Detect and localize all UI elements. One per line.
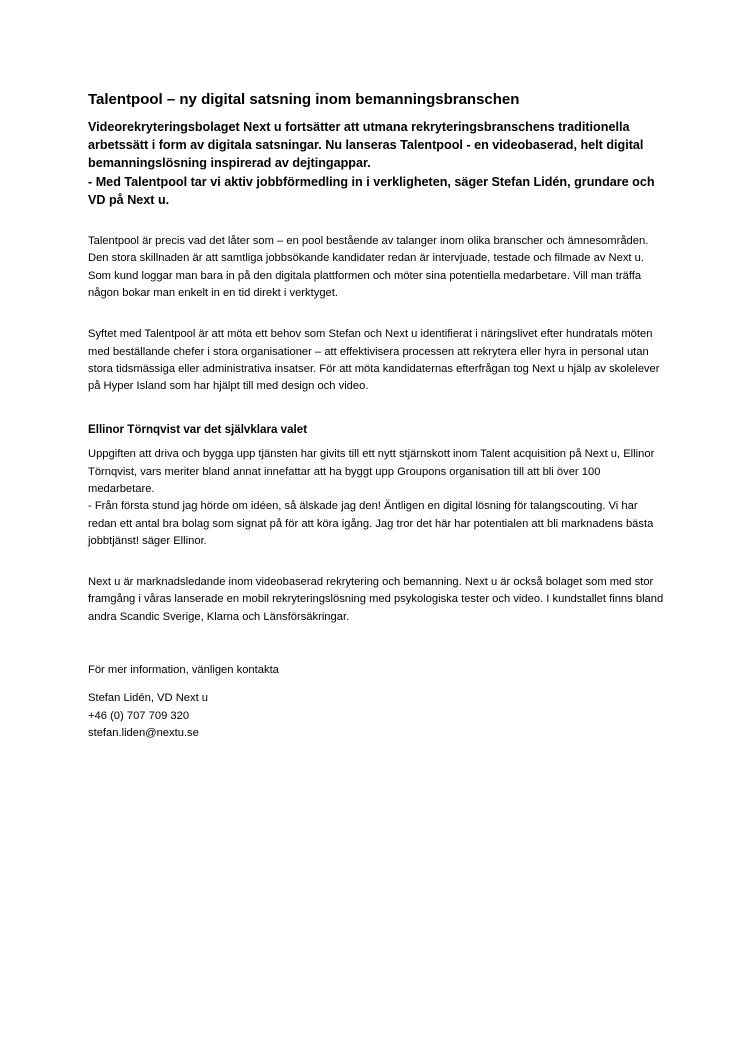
lead-quote: - Med Talentpool tar vi aktiv jobbförmedling in i verkligheten, säger Stefan Lidén, grundare och VD på Next u. [88,174,655,207]
contact-details [88,690,668,742]
paragraph-text: Uppgiften att driva och bygga upp tjänsten har givits till ett nytt stjärnskott inom Talent acquisition på Next u, Ellinor Törnqvist, vars meriter bland annat innefattar att ha byggt upp Groupons organisation till att bli över 100 medarbetare. [88,448,655,495]
contact-intro [88,662,668,679]
contact-intro-text: För mer information, vänligen kontakta [88,664,279,677]
section-heading: Ellinor Törnqvist var det självklara valet [88,423,308,437]
contact-email: stefan.liden@nextu.se [88,726,199,739]
paragraph-quote: - Från första stund jag hörde om idéen, så älskade jag den! Äntligen en digital lösning för talangscouting. Vi har redan ett antal bra bolag som signat på för att köra igång. Jag tror det här har potentialen att bli marknadens bästa jobbtjänst! säger Ellinor. [88,500,654,547]
document-title: Talentpool – ny digital satsning inom bemanningsbranschen [88,91,520,108]
lead-section [88,118,668,209]
body-paragraph-3 [88,446,668,550]
body-paragraph-4 [88,574,668,626]
body-paragraph-1 [88,233,668,302]
paragraph-text: Next u är marknadsledande inom videobaserad rekrytering och bemanning. Next u är också bolaget som med stor framgång i våras lanserade en mobil rekryteringslösning med psykologiska tester och video. I kundstallet finns bland andra Scandic Sverige, Klarna och Länsförsäkringar. [88,576,664,623]
press-release [88,90,668,742]
contact-phone: +46 (0) 707 709 320 [88,709,190,722]
paragraph-text: Syftet med Talentpool är att möta ett behov som Stefan och Next u identifierat i näringslivet efter hundratals möten med beställande chefer i stora organisationer – att effektivisera processen att rekrytera eller hyra in personal utan stora tidsmässiga eller administrativa insatser. För att möta kandidaternas efterfrågan tog Next u hjälp av skolelever på Hyper Island som har hjälpt till med design och video. [88,328,660,393]
contact-name: Stefan Lidén, VD Next u [88,692,209,705]
lead-paragraph: Videorekryteringsbolaget Next u fortsätter att utmana rekryteringsbranschens traditionella arbetssätt i form av digitala satsningar. Nu lanseras Talentpool - en videobaserad, helt digital bemanningslösning inspirerad av dejtingappar. [88,120,644,171]
paragraph-text: Talentpool är precis vad det låter som – en pool bestående av talanger inom olika branscher och ämnesområden. Den stora skillnaden är att samtliga jobbsökande kandidater redan är intervjuade, testade och filmade av Next u. Som kund loggar man bara in på den digitala plattformen och möter sina potentiella medarbetare. Vill man träffa någon bokar man enkelt in en tid direkt i verktyget. [88,235,649,299]
body-paragraph-2 [88,326,668,395]
